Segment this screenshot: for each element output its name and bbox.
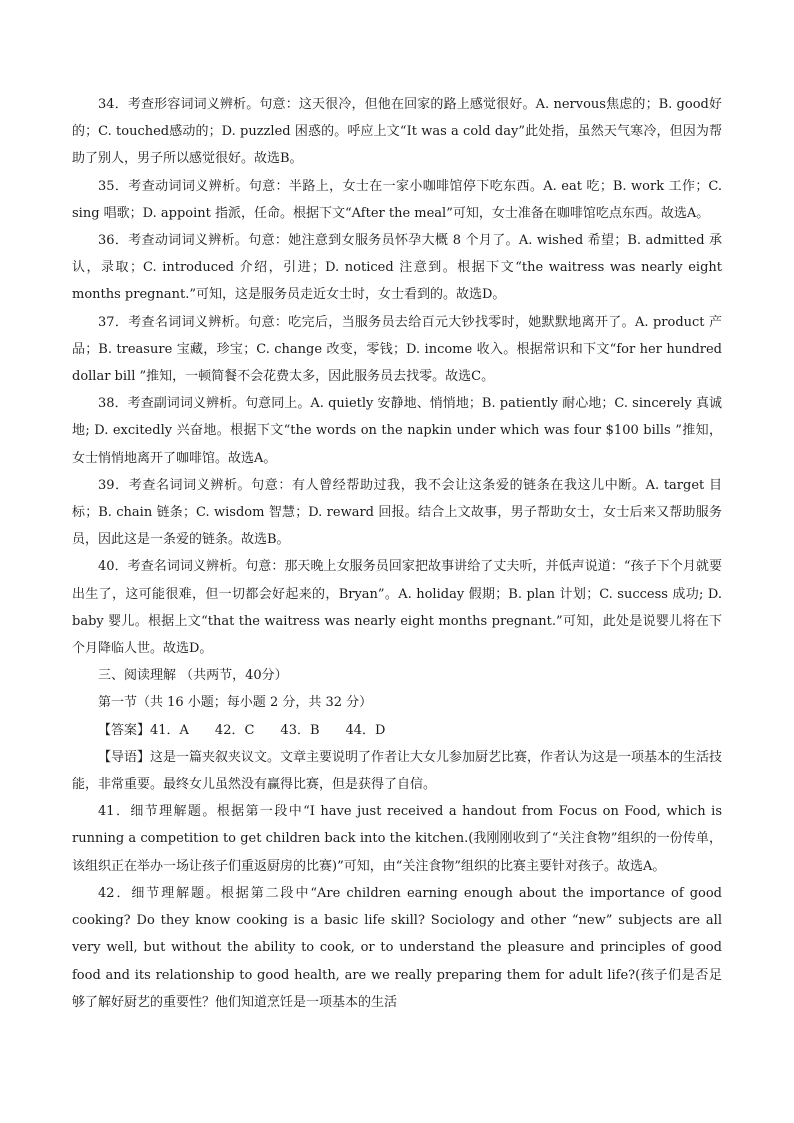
explanation-35: 35．考查动词词义辨析。句意：半路上，女士在一家小咖啡馆停下吃东西。A. eat 吃；B. work 工作；C. sing 唱歌；D. appoint 指派，任命。根据下文“After the meal”可知，女士准备在咖啡馆吃点东西。故选A。 (72, 178, 722, 221)
answer-key: 【答案】41．A 42．C 43．B 44．D (98, 722, 386, 738)
explanation-41: 41．细节理解题。根据第一段中“I have just received a handout from Focus on Food, which is running a competition to get children back into the kitchen.(我刚刚收到了“关注食物”组织的一份传单，该组织正在举办一场让孩子们重返厨房的比赛)”可知，由“关注食物”组织的比赛主要针对孩子。故选A。 (72, 804, 722, 874)
explanation-39: 39．考查名词词义辨析。句意：有人曾经帮助过我，我不会让这条爱的链条在我这儿中断。A. target 目标；B. chain 链条；C. wisdom 智慧；D. reward 回报。结合上文故事，男子帮助女士，女士后来又帮助服务员，因此这是一条爱的链条。故选B。 (72, 477, 722, 548)
explanation-42: 42．细节理解题。根据第二段中“Are children earning enough about the importance of good cooking? Do they know cooking is a basic life skill? Sociology and other “new” subjects are all very well, but without the ability to cook, or to understand the pleasure and principles of good food and its relationship to good health, are we really preparing them for adult life?(孩子们是否足够了解好厨艺的重要性？他们知道烹饪是一项基本的生活 (72, 885, 722, 1010)
passage-intro: 【导语】这是一篇夹叙夹议文。文章主要说明了作者让大女儿参加厨艺比赛，作者认为这是一项基本的生活技能，非常重要。最终女儿虽然没有赢得比赛，但是获得了自信。 (72, 749, 723, 793)
explanation-38: 38．考查副词词义辨析。句意同上。A. quietly 安静地、悄悄地；B. patiently 耐心地；C. sincerely 真诚地; D. excitedly 兴奋地。根据下文“the words on the napkin under which was four $100 bills ”推知，女士悄悄地离开了咖啡馆。故选A。 (72, 396, 722, 466)
document-body (72, 91, 722, 1016)
explanation-34: 34．考查形容词词义辨析。句意：这天很冷，但他在回家的路上感觉很好。A. nervous焦虑的；B. good好的；C. touched感动的；D. puzzled 困惑的。呼应上文“It was a cold day”此处指，虽然天气寒冷，但因为帮助了别人，男子所以感觉很好。故选B。 (72, 97, 722, 167)
subsection-heading: 第一节（共 16 小题；每小题 2 分，共 32 分） (98, 695, 373, 711)
explanation-40: 40．考查名词词义辨析。句意：那天晚上女服务员回家把故事讲给了丈夫听，并低声说道：“孩子下个月就要出生了，这可能很难，但一切都会好起来的，Bryan”。A. holiday 假期；B. plan 计划；C. success 成功; D. baby 婴儿。根据上文“that the waitress was nearly eight months pregnant.”可知，此处是说婴儿将在下个月降临人世。故选D。 (72, 559, 722, 657)
explanation-36: 36．考查动词词义辨析。句意：她注意到女服务员怀孕大概 8 个月了。A. wished 希望；B. admitted 承认，录取；C. introduced 介绍，引进；D. noticed 注意到。根据下文“the waitress was nearly eight months pregnant.”可知，这是服务员走近女士时，女士看到的。故选D。 (72, 233, 722, 303)
explanation-37: 37．考查名词词义辨析。句意：吃完后，当服务员去给百元大钞找零时，她默默地离开了。A. product 产品；B. treasure 宝藏，珍宝；C. change 改变，零钱；D. income 收入。根据常识和下文“for her hundred dollar bill ”推知，一顿简餐不会花费太多，因此服务员去找零。故选C。 (72, 314, 722, 385)
section-heading-reading: 三、阅读理解 （共两节，40分） (98, 668, 288, 684)
